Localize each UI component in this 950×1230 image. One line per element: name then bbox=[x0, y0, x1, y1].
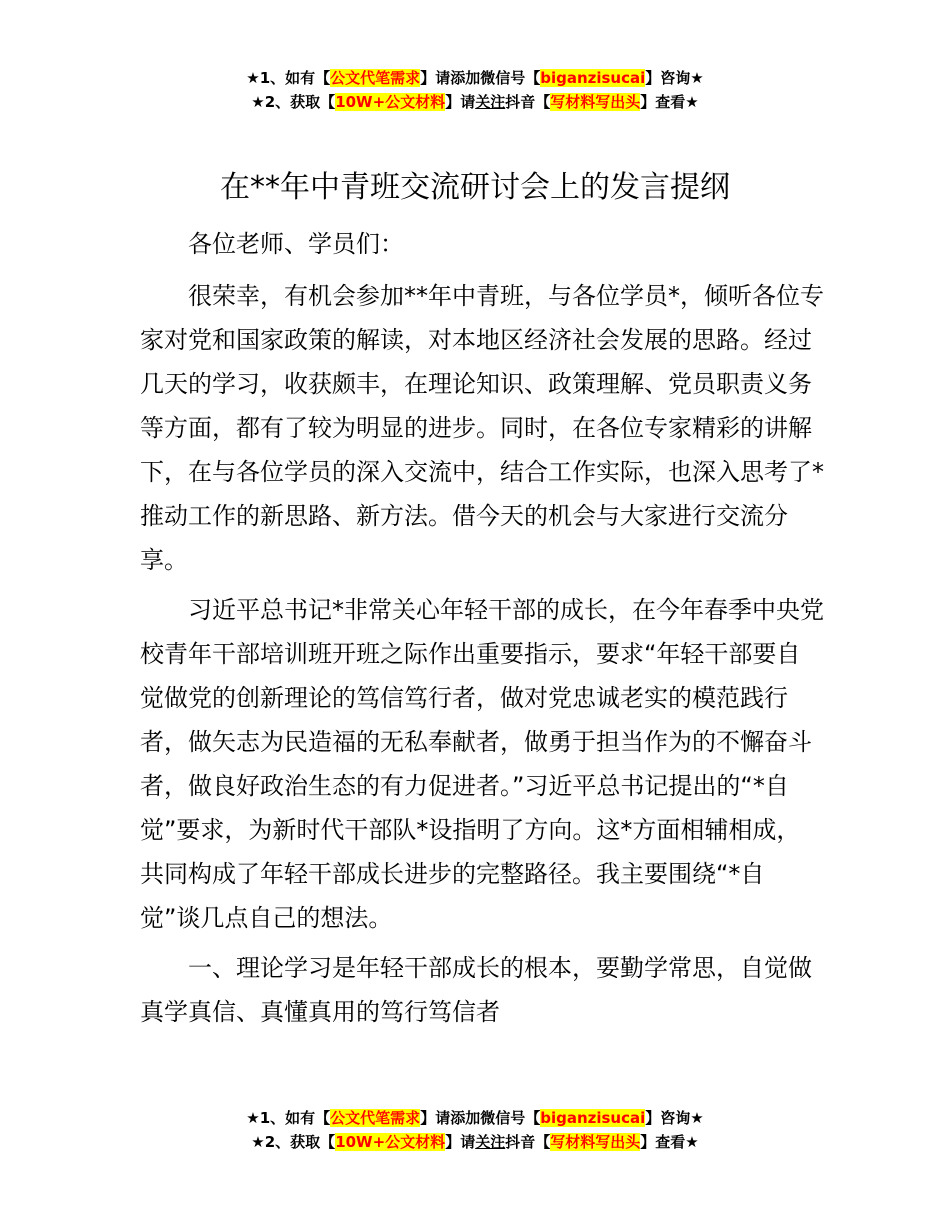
highlight-service: 公文代笔需求 bbox=[330, 1109, 421, 1127]
header-notice bbox=[0, 66, 950, 114]
highlight-wechat-id: biganzisucai bbox=[540, 1109, 646, 1127]
notice-text: ★2、获取【 bbox=[251, 1133, 336, 1151]
highlight-materials: 10W+公文材料 bbox=[335, 93, 446, 111]
highlight-account: 写材料写出头 bbox=[550, 1133, 641, 1151]
notice-text: ★1、如有【 bbox=[246, 1109, 331, 1127]
notice-text: ★1、如有【 bbox=[246, 69, 331, 87]
paragraph: 习近平总书记*非常关心年轻干部的成长，在今年春季中央党校青年干部培训班开班之际作出重要指示，要求“年轻干部要自觉做党的创新理论的笃信笃行者，做对党忠诚老实的模范践行者，做矢志为民造福的无私奉献者，做勇于担当作为的不懈奋斗者，做良好政治生态的有力促进者。”习近平总书记提出的“*自觉”要求，为新时代干部队*设指明了方向。这*方面相辅相成，共同构成了年轻干部成长进步的完整路径。我主要围绕“*自觉”谈几点自己的想法。 bbox=[140, 596, 824, 932]
greeting: 各位老师、学员们： bbox=[188, 230, 404, 258]
notice-text: 抖音【 bbox=[505, 1133, 551, 1151]
notice-line-2 bbox=[0, 1130, 950, 1154]
section-heading: 一、理论学习是年轻干部成长的根本，要勤学常思，自觉做真学真信、真懂真用的笃行笃信者 bbox=[140, 954, 812, 1026]
notice-line-2 bbox=[0, 90, 950, 114]
notice-text: 】请添加微信号【 bbox=[420, 69, 541, 87]
document-body bbox=[140, 222, 824, 1040]
notice-text: 】请 bbox=[445, 1133, 476, 1151]
notice-line-1 bbox=[0, 66, 950, 90]
highlight-materials: 10W+公文材料 bbox=[335, 1133, 446, 1151]
notice-text: 】查看★ bbox=[640, 93, 699, 111]
notice-text: 】咨询★ bbox=[645, 69, 704, 87]
notice-line-1 bbox=[0, 1106, 950, 1130]
notice-text: ★2、获取【 bbox=[251, 93, 336, 111]
underlined-follow: 关注 bbox=[475, 93, 506, 111]
notice-text: 】查看★ bbox=[640, 1133, 699, 1151]
notice-text: 】咨询★ bbox=[645, 1109, 704, 1127]
notice-text: 抖音【 bbox=[505, 93, 551, 111]
highlight-service: 公文代笔需求 bbox=[330, 69, 421, 87]
underlined-follow: 关注 bbox=[475, 1133, 506, 1151]
notice-text: 】请 bbox=[445, 93, 476, 111]
footer-notice bbox=[0, 1106, 950, 1154]
highlight-wechat-id: biganzisucai bbox=[540, 69, 646, 87]
document-title: 在**年中青班交流研讨会上的发言提纲 bbox=[220, 170, 730, 205]
highlight-account: 写材料写出头 bbox=[550, 93, 641, 111]
paragraph: 很荣幸，有机会参加**年中青班，与各位学员*，倾听各位专家对党和国家政策的解读，对本地区经济社会发展的思路。经过几天的学习，收获颇丰，在理论知识、政策理解、党员职责义务等方面，都有了较为明显的进步。同时，在各位专家精彩的讲解下，在与各位学员的深入交流中，结合工作实际，也深入思考了*推动工作的新思路、新方法。借今天的机会与大家进行交流分享。 bbox=[140, 282, 824, 574]
notice-text: 】请添加微信号【 bbox=[420, 1109, 541, 1127]
